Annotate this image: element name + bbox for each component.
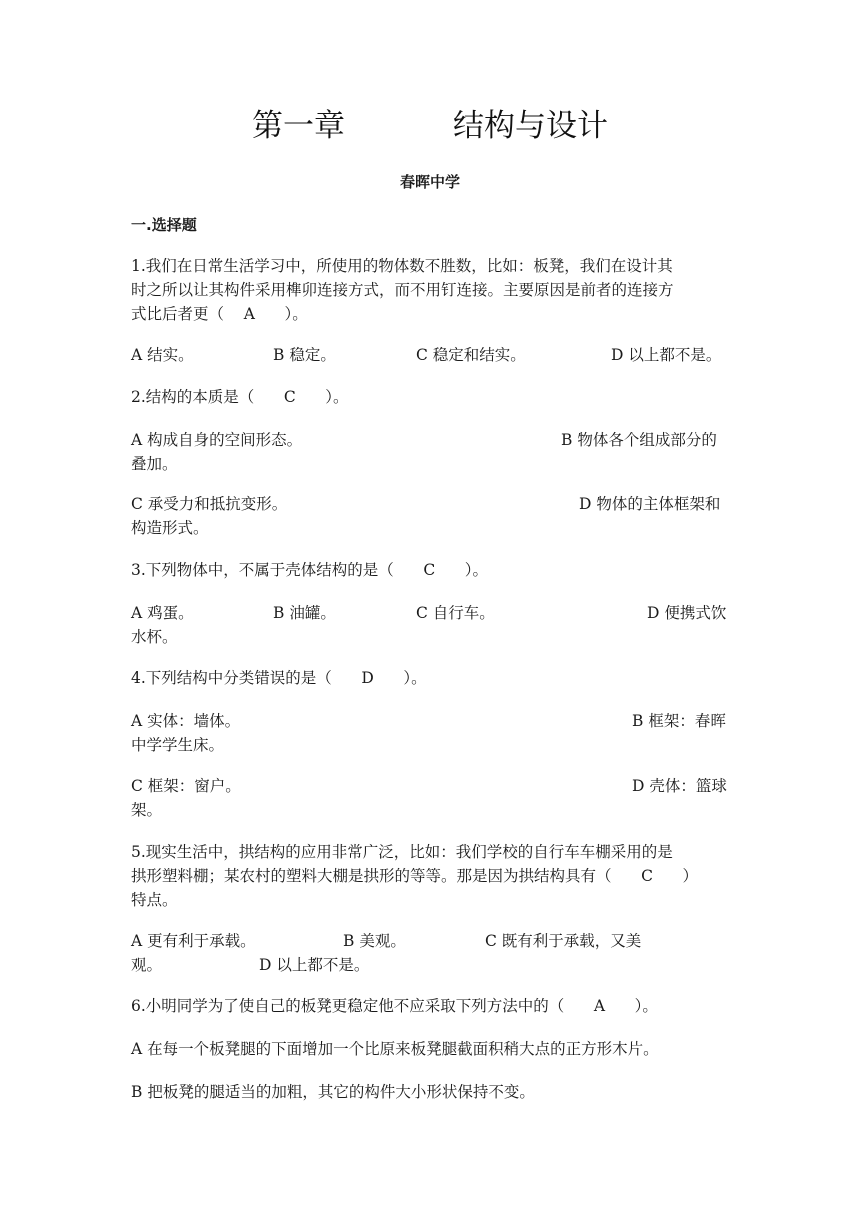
- question-2-option-b-cont: 叠加。: [131, 455, 178, 473]
- question-3-stem: 3.下列物体中，不属于壳体结构的是（ C ）。: [131, 561, 489, 579]
- question-2-option-b: B 物体各个组成部分的: [561, 431, 717, 449]
- question-5-option-b: B 美观。: [343, 932, 406, 950]
- question-4-option-b-cont: 中学学生床。: [131, 736, 225, 754]
- question-6-option-a: A 在每一个板凳腿的下面增加一个比原来板凳腿截面积稍大点的正方形木片。: [131, 1040, 659, 1058]
- question-4-option-d-cont: 架。: [131, 801, 163, 819]
- question-5-option-c: C 既有利于承载，又美: [485, 932, 642, 950]
- question-3-option-b: B 油罐。: [273, 604, 336, 622]
- question-5-option-d: D 以上都不是。: [259, 956, 370, 974]
- question-4-option-b: B 框架：春晖: [632, 712, 726, 730]
- question-5-option-a: A 更有利于承载。: [131, 932, 256, 950]
- question-4-stem: 4.下列结构中分类错误的是（ D ）。: [131, 669, 427, 687]
- question-6-stem: 6.小明同学为了使自己的板凳更稳定他不应采取下列方法中的（ A ）。: [131, 997, 658, 1015]
- question-5-line-1: 5.现实生活中，拱结构的应用非常广泛，比如：我们学校的自行车车棚采用的是: [131, 843, 673, 861]
- question-1-line-3: 式比后者更（ A ）。: [131, 305, 308, 323]
- question-3-option-d-cont: 水杯。: [131, 628, 178, 646]
- question-6-option-b: B 把板凳的腿适当的加粗，其它的构件大小形状保持不变。: [131, 1083, 535, 1101]
- question-1-line-1: 1.我们在日常生活学习中，所使用的物体数不胜数，比如：板凳，我们在设计其: [131, 257, 673, 275]
- chapter-number: 第一章: [252, 108, 345, 144]
- question-1-option-b: B 稳定。: [273, 346, 336, 364]
- question-3-option-d: D 便携式饮: [647, 604, 727, 622]
- question-3-option-a: A 鸡蛋。: [131, 604, 194, 622]
- question-4-option-c: C 框架：窗户。: [131, 777, 241, 795]
- question-1-line-2: 时之所以让其构件采用榫卯连接方式，而不用钉连接。主要原因是前者的连接方: [131, 281, 674, 299]
- question-4-option-d: D 壳体：篮球: [632, 777, 727, 795]
- section-heading: 一.选择题: [131, 216, 197, 234]
- school-name: 春晖中学: [399, 173, 460, 191]
- chapter-title: [0, 104, 860, 148]
- question-5-option-c-cont: 观。: [131, 956, 163, 974]
- question-3-option-c: C 自行车。: [416, 604, 495, 622]
- question-5-line-3: 特点。: [131, 891, 178, 909]
- question-2-option-d: D 物体的主体框架和: [579, 495, 721, 513]
- chapter-name: 结构与设计: [453, 108, 608, 144]
- question-4-option-a: A 实体：墙体。: [131, 712, 241, 730]
- question-1-option-c: C 稳定和结实。: [416, 346, 526, 364]
- question-2-stem: 2.结构的本质是（ C ）。: [131, 388, 349, 406]
- question-2-option-d-cont: 构造形式。: [131, 519, 209, 537]
- question-2-option-a: A 构成自身的空间形态。: [131, 431, 303, 449]
- question-1-option-d: D 以上都不是。: [611, 346, 722, 364]
- question-2-option-c: C 承受力和抵抗变形。: [131, 495, 288, 513]
- question-5-line-2: 拱形塑料棚；某农村的塑料大棚是拱形的等等。那是因为拱结构具有（ C ）: [131, 867, 698, 885]
- question-1-option-a: A 结实。: [131, 346, 194, 364]
